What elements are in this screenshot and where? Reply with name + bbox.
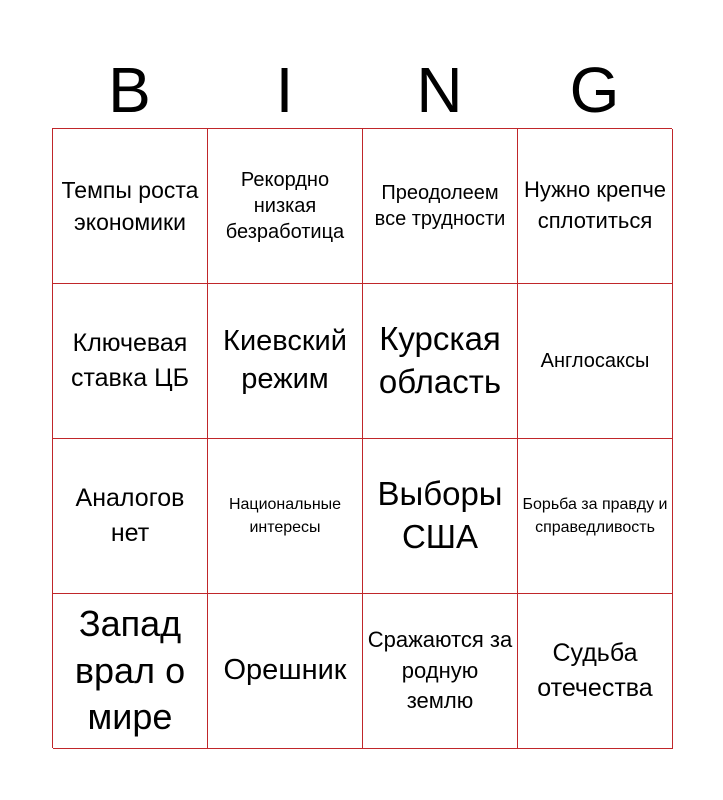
bingo-cell-4-4[interactable] [518,594,673,749]
cell-label: Темпы роста экономики [61,176,199,235]
bingo-cell-3-3[interactable] [363,439,518,594]
header-letter-g: G [569,54,620,126]
cell-label: Выборы США [377,475,503,555]
bingo-cell-1-4[interactable] [518,129,673,284]
cell-label: Киевский режим [223,325,347,395]
bingo-cell-3-2[interactable] [208,439,363,594]
cell-label: Борьба за правду и справедливость [522,495,668,536]
cell-label: Курская область [378,320,502,400]
cell-label: Сражаются за родную землю [367,626,513,714]
cell-label: Национальные интересы [228,495,342,536]
bingo-cell-3-1[interactable] [53,439,208,594]
bingo-cell-1-1[interactable] [53,129,208,284]
header-letter-n: N [416,54,463,126]
cell-label: Судьба отечества [537,639,653,702]
bingo-board [52,128,672,748]
bingo-cell-4-2[interactable] [208,594,363,749]
cell-label: Аналогов нет [75,484,185,547]
cell-label: Англосаксы [540,350,650,372]
bingo-cell-4-1[interactable] [53,594,208,749]
bingo-cell-3-4[interactable] [518,439,673,594]
bingo-cell-4-3[interactable] [363,594,518,749]
cell-label: Преодолеем все трудности [374,182,506,230]
cell-label: Нужно крепче сплотиться [523,177,667,233]
header-letter-b: B [108,54,151,126]
cell-label: Запад врал о мире [74,602,186,738]
bingo-cell-2-4[interactable] [518,284,673,439]
bingo-cell-1-2[interactable] [208,129,363,284]
bingo-cell-2-1[interactable] [53,284,208,439]
bingo-cell-2-3[interactable] [363,284,518,439]
bingo-header [52,52,672,128]
cell-label: Ключевая ставка ЦБ [70,329,190,392]
cell-label: Орешник [223,654,347,687]
bingo-cell-1-3[interactable] [363,129,518,284]
header-letter-i: I [275,54,294,126]
bingo-cell-2-2[interactable] [208,284,363,439]
cell-label: Рекордно низкая безработица [225,169,345,243]
